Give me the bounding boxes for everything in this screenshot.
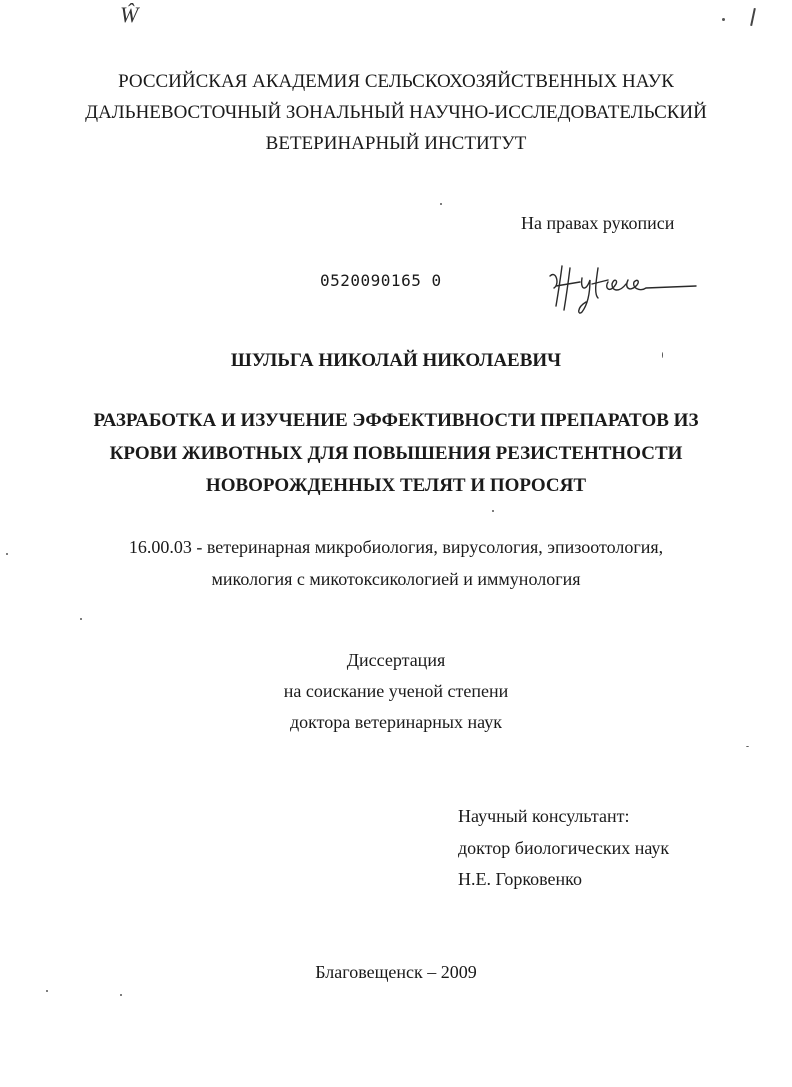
specialty-line-2: микология с микотоксикологией и иммунология <box>211 569 581 589</box>
title-line-2: КРОВИ ЖИВОТНЫХ ДЛЯ ПОВЫШЕНИЯ РЕЗИСТЕНТНОСТИ <box>109 443 683 464</box>
speck <box>80 618 82 620</box>
org-line-2: ДАЛЬНЕВОСТОЧНЫЙ ЗОНАЛЬНЫЙ НАУЧНО-ИССЛЕДОВАТЕЛЬСКИЙ <box>85 102 707 123</box>
advisor-line-1: Научный консультант: <box>458 806 630 826</box>
signature <box>546 258 706 318</box>
manuscript-note: На правах рукописи <box>521 213 675 233</box>
advisor-line-3: Н.Е. Горковенко <box>458 869 582 889</box>
speck <box>722 18 725 21</box>
speck <box>492 510 494 512</box>
title-line-3: НОВОРОЖДЕННЫХ ТЕЛЯТ И ПОРОСЯТ <box>205 475 587 496</box>
degree-line-1: Диссертация <box>346 650 446 670</box>
speck <box>120 994 122 996</box>
speck <box>746 746 749 747</box>
advisor-line-2: доктор биологических наук <box>458 838 670 858</box>
speck <box>46 990 48 992</box>
degree-line-3: доктора ветеринарных наук <box>290 712 502 732</box>
title-line-1: РАЗРАБОТКА И ИЗУЧЕНИЕ ЭФФЕКТИВНОСТИ ПРЕПАРАТОВ ИЗ <box>93 410 699 431</box>
org-line-1: РОССИЙСКАЯ АКАДЕМИЯ СЕЛЬСКОХОЗЯЙСТВЕННЫХ НАУК <box>118 71 674 92</box>
specialty-line-1: 16.00.03 - ветеринарная микробиология, вирусология, эпизоотология, <box>128 537 664 557</box>
registry-number: 0520090165 0 <box>320 271 442 290</box>
author-name: ШУЛЬГА НИКОЛАЙ НИКОЛАЕВИЧ <box>230 350 562 371</box>
speck <box>440 203 442 205</box>
org-line-3: ВЕТЕРИНАРНЫЙ ИНСТИТУТ <box>265 133 527 154</box>
city-year: Благовещенск – 2009 <box>315 962 477 982</box>
degree-line-2: на соискание ученой степени <box>283 681 509 701</box>
speck <box>662 352 663 358</box>
corner-tick <box>750 8 756 26</box>
corner-mark: Ŵ <box>120 2 139 27</box>
